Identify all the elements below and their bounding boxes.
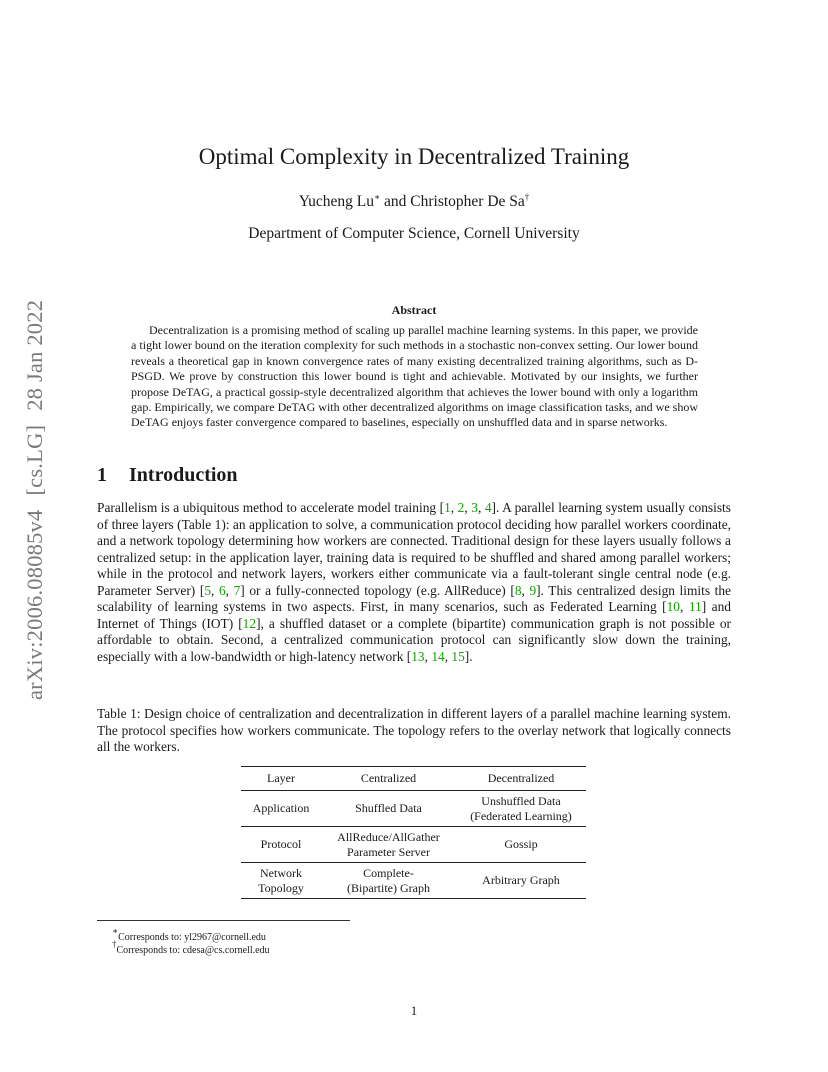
cell-line: (Federated Learning)	[470, 808, 572, 823]
cell-decentralized	[456, 863, 586, 899]
table-caption: Table 1: Design choice of centralization and decentralization in different layers of a parallel machine learning system. The protocol specifies how workers communicate. The topology refers to the overlay network that logically connects all the workers.	[97, 706, 731, 754]
arxiv-category: [cs.LG]	[22, 424, 47, 496]
cell-centralized	[321, 791, 456, 827]
citation-link[interactable]: 4	[484, 500, 492, 515]
table-row	[241, 827, 586, 863]
author-lu: Yucheng Lu	[298, 193, 375, 210]
intro-text: ): an application to solve, a communication protocol deciding how parallel workers coordinate, and a network topology determining how workers are connected. Traditional design for these layers usually follows a centralized setup: in the application layer, training data is required to be shuffled and shared among parallel workers; while in the protocol and network layers, workers either communicate via a fault-tolerant single central node (e.g. Parameter Server) [	[97, 516, 731, 598]
cell-line: AllReduce/AllGather	[337, 829, 440, 844]
cell-line: Protocol	[260, 837, 302, 851]
citation-link[interactable]: 7	[233, 582, 241, 598]
cell-layer	[241, 863, 321, 899]
section-title: Introduction	[129, 464, 238, 486]
page-number: 1	[410, 1003, 418, 1018]
table-row	[241, 863, 586, 899]
section-number: 1	[97, 464, 107, 486]
header-layer: Layer	[241, 767, 321, 791]
intro-text: ] and Internet of Things (IOT) [	[97, 599, 731, 631]
table-ref-link[interactable]: 1	[214, 516, 222, 532]
intro-text: ]. A parallel learning system usually consists of three layers (Table	[97, 500, 731, 532]
intro-text: ] or a fully-connected topology (e.g. AllReduce) [	[240, 582, 515, 598]
cell-line: Gossip	[504, 837, 538, 851]
citation-link[interactable]: 12	[242, 615, 257, 631]
cell-centralized	[321, 863, 456, 899]
author-desa-footnote-mark[interactable]: †	[524, 192, 530, 202]
footnote-rule	[97, 920, 350, 921]
cell-line: Network	[260, 865, 302, 880]
authors-and: and	[380, 193, 411, 210]
arxiv-id: arXiv:2006.08085v4	[22, 509, 47, 700]
abstract-heading: Abstract	[391, 303, 437, 317]
citation-link[interactable]: 10	[666, 599, 680, 614]
arxiv-stamp	[22, 280, 52, 700]
citation-link[interactable]: 5	[204, 582, 212, 598]
citation-link[interactable]: 11	[688, 599, 702, 614]
cell-line: (Bipartite) Graph	[347, 880, 430, 895]
paper-title: Optimal Complexity in Decentralized Training	[198, 144, 630, 169]
header-decentralized: Decentralized	[456, 767, 586, 791]
citation-link[interactable]: 1	[444, 500, 451, 515]
cell-line: Topology	[258, 880, 304, 895]
intro-text: ].	[464, 648, 473, 664]
author-desa: Christopher De Sa	[410, 193, 525, 210]
arxiv-date: 28 Jan 2022	[22, 299, 47, 411]
cell-line: Application	[252, 801, 310, 815]
footnote-text: Corresponds to: yl2967@cornell.edu	[118, 932, 266, 943]
table-header-row	[241, 767, 586, 791]
citation-link[interactable]: 13	[411, 648, 425, 664]
cell-line: Unshuffled Data	[481, 793, 561, 808]
cell-line: Arbitrary Graph	[482, 873, 560, 887]
intro-text: ]. This centralized design limits the scalability of learning systems in two aspects. First, in many scenarios, such as Federated Learning [	[97, 582, 731, 614]
citation-link[interactable]: 15	[451, 648, 465, 664]
intro-paragraph: Parallelism is a ubiquitous method to accelerate model training [1, 2, 3, 4]. A parallel learning system usually consists of three layers (Table 1): an application to solve, a communication protocol deciding how parallel workers coordinate, and a network topology determining how workers are connected. Traditional design for these layers usually follows a centralized setup: in the application layer, training data is required to be shuffled and shared among parallel workers; while in the protocol and network layers, workers either communicate via a fault-tolerant single central node (e.g. Parameter Server) [5, 6, 7] or a fully-connected topology (e.g. AllReduce) [8, 9]. This centralized design limits the scalability of learning systems in two aspects. First, in many scenarios, such as Federated Learning [10, 11] and Internet of Things (IOT) [12], a shuffled dataset or a complete (bipartite) communication graph is not possible or affordable to obtain. Second, a centralized communication protocol can significantly slow down the training, especially with a low-bandwidth or high-latency network [13, 14, 15].	[97, 500, 731, 664]
affiliation: Department of Computer Science, Cornell University	[248, 225, 580, 242]
cell-line: Complete-	[363, 865, 414, 880]
section-heading	[97, 464, 238, 487]
abstract-body: Decentralization is a promising method of scaling up parallel machine learning systems. In this paper, we provide a tight lower bound on the iteration complexity for such methods in a stochastic non-convex setting. Our lower bound reveals a theoretical gap in known convergence rates of many existing decentralized training algorithms, such as D-PSGD. We prove by construction this lower bound is tight and achievable. Motivated by our insights, we further propose DeTAG, a practical gossip-style decentralized algorithm that achieves the lower bound with only a logarithm gap. Empirically, we compare DeTAG with other decentralized algorithms on image classification tasks, and we show DeTAG enjoys faster convergence compared to baselines, especially on unshuffled data and in sparse networks.	[131, 323, 698, 430]
intro-text: ], a shuffled dataset or a complete (bipartite) communication graph is not possible or affordable to obtain. Second, a centralized communication protocol can significantly slow down the training, especially with a low-bandwidth or high-latency network [	[97, 615, 731, 664]
table-row	[241, 791, 586, 827]
cell-layer	[241, 827, 321, 863]
footnote-text: Corresponds to: cdesa@cs.cornell.edu	[116, 945, 270, 956]
intro-text: Parallelism is a ubiquitous method to accelerate model training [	[97, 500, 445, 515]
author-lu-footnote-mark[interactable]: ∗	[374, 192, 381, 202]
cell-decentralized	[456, 791, 586, 827]
cell-line: Shuffled Data	[355, 801, 422, 815]
footnote-mark: ∗	[112, 926, 119, 936]
header-centralized: Centralized	[321, 767, 456, 791]
cell-line: Parameter Server	[347, 844, 430, 859]
cell-decentralized	[456, 827, 586, 863]
cell-layer	[241, 791, 321, 827]
citation-link[interactable]: 14	[431, 648, 445, 664]
footnote-mark: †	[112, 939, 117, 949]
citation-link[interactable]: 6	[218, 582, 226, 598]
citation-link[interactable]: 9	[529, 582, 537, 598]
cell-centralized	[321, 827, 456, 863]
authors	[0, 192, 828, 211]
citation-link[interactable]: 2	[457, 500, 465, 515]
footnote	[112, 938, 270, 957]
design-choice-table	[241, 766, 586, 899]
citation-link[interactable]: 8	[514, 582, 522, 598]
citation-link[interactable]: 3	[471, 500, 478, 515]
